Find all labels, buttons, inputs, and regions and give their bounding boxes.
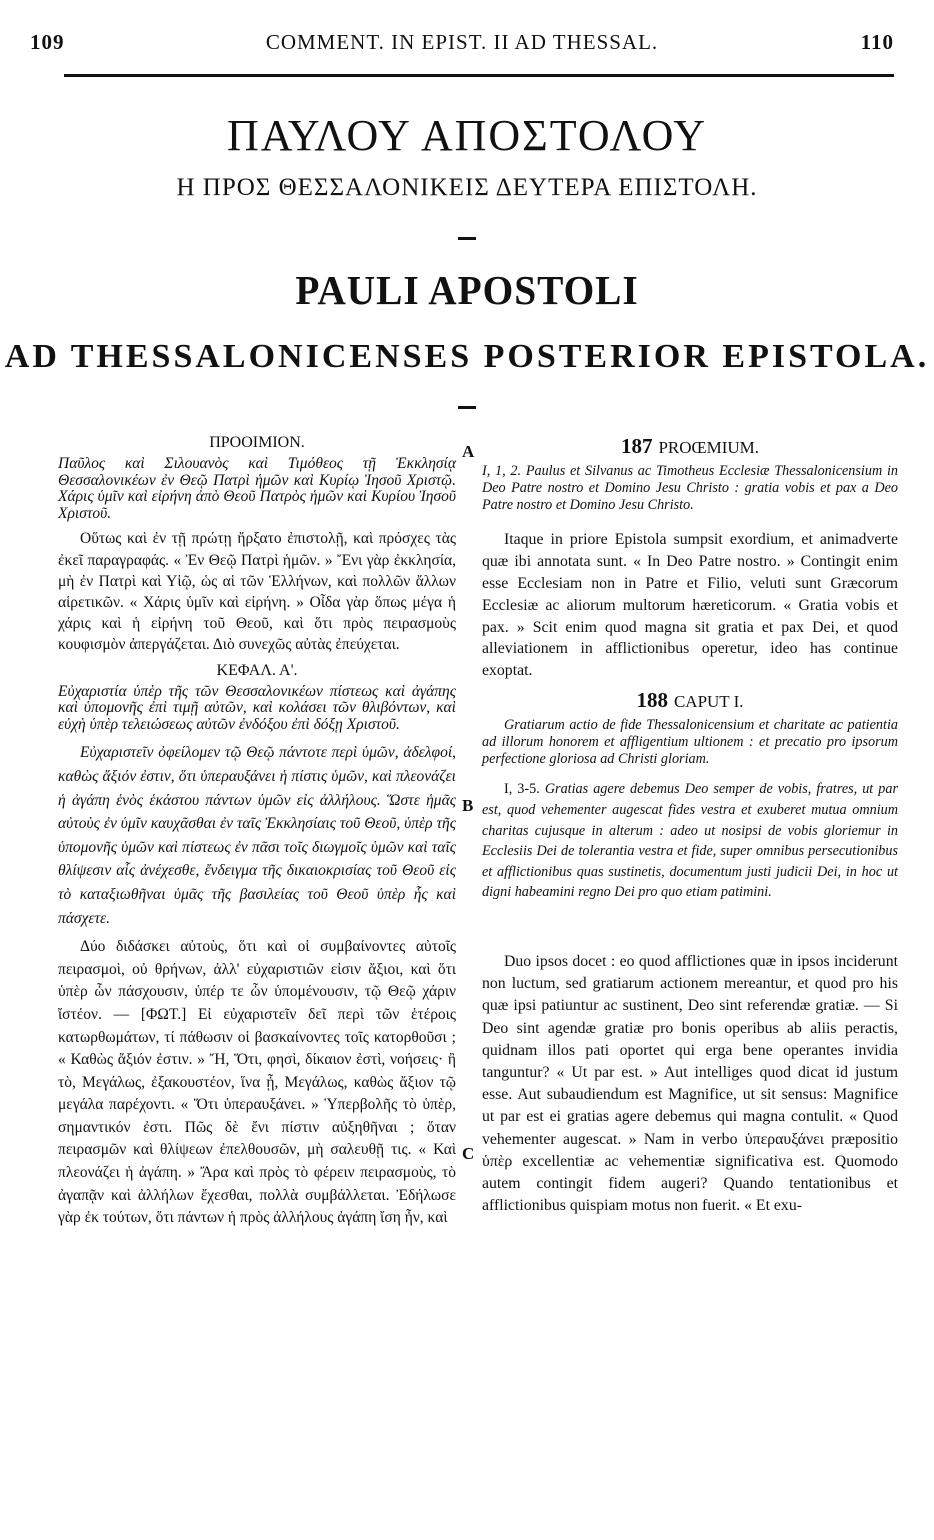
title-dash-2	[458, 406, 476, 409]
latin-column	[482, 434, 898, 1217]
latin-subtitle: AD THESSALONICENSES POSTERIOR EPISTOLA.	[4, 338, 930, 375]
page-number-right: 110	[860, 30, 894, 54]
greek-salutation: Παῦλος καὶ Σιλουανὸς καὶ Τιμόθεος τῇ Ἐκκλησίᾳ Θεσσαλονικέων ἐν Θεῷ Πατρὶ ἡμῶν καὶ Κυρίῳ Ἰησοῦ Χριστῷ. Χάρις ὑμῖν καὶ εἰρήνη ἀπὸ Θεοῦ Πατρὸς ἡμῶν καὶ Κυρίου Ἰησοῦ Χριστοῦ.	[58, 455, 456, 522]
greek-scripture-text: Εὐχαριστεῖν ὀφείλομεν τῷ Θεῷ πάντοτε περὶ ὑμῶν, ἀδελφοί, καθὼς ἄξιόν ἐστιν, ὅτι ὑπεραυξάνει ἡ πίστις ὑμῶν, καὶ πλεονάζει ἡ ἀγάπη ἑνὸς ἑκάστου πάντων ὑμῶν εἰς ἀλλήλους. Ὥστε ἡμᾶς αὐτοὺς ἐν ὑμῖν καυχᾶσθαι ἐν ταῖς Ἐκκλησίαις τοῦ Θεοῦ, ὑπὲρ τῆς ὑπομονῆς ὑμῶν καὶ πίστεως ἐν πᾶσι τοῖς διωγμοῖς ὑμῶν καὶ ταῖς θλίψεσιν αἷς ἀνέχεσθε, ἔνδειγμα τῆς δικαιοκρισίας τοῦ Θεοῦ εἰς τὸ καταξιωθῆναι ὑμᾶς τῆς βασιλείας τοῦ Θεοῦ ὑπὲρ ἧς καὶ πάσχετε.	[58, 744, 456, 927]
latin-salutation: I, 1, 2. Paulus et Silvanus ac Timotheus Ecclesiæ Thessalonicensium in Deo Patre nostro et Domino Jesu Christo : gratia vobis et pax a Deo Patre nostro et Domino Jesu Christo.	[482, 463, 898, 513]
latin-chapter-summary: Gratiarum actio de fide Thessalonicensium et charitate ac patientia ad illorum honorem et affligentium ultionem : et precatio pro ipsorum perfectione gloriosa ad Christi gloriam.	[482, 716, 898, 767]
greek-subtitle: Η ΠΡΟΣ ΘΕΣΣΑΛΟΝΙΚΕΙΣ ΔΕΥΤΕΡΑ ΕΠΙΣΤΟΛΗ.	[176, 174, 758, 201]
greek-column	[58, 434, 456, 1230]
margin-mark-a: A	[462, 442, 475, 461]
page-number-left: 109	[30, 30, 65, 54]
greek-prooemium-heading: ΠΡΟΟΙΜΙΟΝ.	[209, 434, 305, 451]
latin-title: PAULI APOSTOLI	[295, 267, 639, 313]
latin-scripture-body: Gratias agere debemus Deo semper de vobis, fratres, ut par est, quod vehementer augescat fides vestra et exuberet mutua omnium charitas cujusque in alterum : adeo ut nosipsi de vobis gloriemur in Ecclesiis Dei de tolerantia vestra et fide, super omnibus persecutionibus et afflictionibus quas sustinetis, documentum justi judicii Dei, in hoc ut digni habeamini regno Dei pro quo etiam patimini.	[482, 781, 898, 901]
greek-chapter-heading: ΚΕΦΑΛ. Α'.	[216, 661, 298, 679]
title-dash-1	[458, 237, 476, 240]
running-title: COMMENT. IN EPIST. II AD THESSAL.	[265, 30, 659, 54]
greek-title: ΠΑΥΛΟΥ ΑΠΟΣΤΟΛΟΥ	[227, 111, 707, 160]
latin-prooemium-heading	[482, 434, 898, 459]
latin-verse-ref: I, 3-5.	[504, 781, 540, 798]
greek-commentary: Δύο διδάσκει αὐτοὺς, ὅτι καὶ οἱ συμβαίνοντες αὐτοῖς πειρασμοὶ, οὐ θρήνων, ἀλλ' εὐχαριστιῶν εἰσιν ἄξιοι, καὶ ὅτι ὑπὲρ ὧν πάσχουσιν, ὑπέρ τε ὧν ὑπομένουσιν, τῷ Θεῷ χάριν ἴστέον. — [ΦΩΤ.] Εἰ εὐχαριστεῖν δεῖ περὶ τῶν ἑτέροις κατωρθωμάτων, τί πάθωσιν οἱ βασκαίνοντες τοῖς κατορθοῦσι ; « Καθὼς ἄξιόν ἐστιν. » Ἤ, Ὅτι, φησὶ, δίκαιον ἐστὶ, νοήσεις· ἢ τὸ, Μεγάλως, ἐξακουστέον, ἵνα ᾖ, Μεγάλως, καθὼς ἄξιον τῷ μεγάλα παρέχοντι. « Ὅτι ὑπεραυξάνει. » Ὑπερβολῆς τὸ ὑπὲρ, σημαντικόν ἐστι. Πῶς δὲ ἔνι πίστιν αὐξηθῆναι ; ὅταν πειρασμῶν καὶ θλίψεων ἐπελθουσῶν, μὴ σαλευθῇ τις. « Καὶ πλεονάζει ἡ ἀγάπη. » Ἄρα καὶ πρὸς τὸ φέρειν πειρασμοὺς, τὸ ἀγαπᾷν καὶ ἀλλήλων ἔχεσθαι, πολλὰ συμβάλλεται. Ἐδήλωσε γὰρ ἐκ τούτων, ὅτι πάντων ἡ πρὸς ἀλλήλους ἀγάπη ἴση ἦν, καὶ	[58, 938, 456, 1227]
running-header	[30, 30, 894, 60]
margin-mark-b: B	[462, 796, 474, 815]
greek-prooemium-commentary: Οὕτως καὶ ἐν τῇ πρώτῃ ἤρξατο ἐπιστολῇ, καὶ πρόσχες τὰς ἐκεῖ παραγραφάς. « Ἐν Θεῷ Πατρὶ ἡμῶν. » Ἔνι γὰρ ἐκκλησία, μὴ ἐν Πατρὶ καὶ Υἱῷ, ὡς αἱ τῶν Ἑλλήνων, καὶ πολλῶν ἄλλων αἱρετικῶν. « Χάρις ὑμῖν καὶ εἰρήνη. » Οἶδα γὰρ ὅπως μέγα ἡ χάρις καὶ ἡ εἰρήνη τοῦ Θεοῦ, καὶ ὅτι πρὸς πειρασμοὺς κουφισμὸν ἀπεργάζεται. Διὸ συνεχῶς αὐτὰς ἐπεύχεται.	[58, 530, 456, 654]
column-number-187: 187	[620, 434, 653, 458]
column-number-188: 188	[636, 687, 668, 712]
latin-prooemium-commentary: Itaque in priore Epistola sumpsit exordium, et animadverte quæ ibi annotata sunt. « In Deo Patre nostro. » Contingit enim esse Ecclesiam non in Patre et Filio, veluti sunt Græcorum Ecclesiæ ac aliorum multorum hæreticorum. « Gratia vobis et pax. » Scit enim quod magna sit gratia et pax Dei, et quod alleviationem in afflictionibus operetur, ideo has continue exoptat.	[482, 531, 898, 680]
margin-mark-c: C	[462, 1144, 475, 1163]
latin-chapter-heading	[482, 688, 898, 713]
latin-scripture-text	[482, 779, 898, 903]
latin-prooemium-label: PROŒMIUM.	[658, 438, 760, 457]
latin-chapter-label: CAPUT I.	[673, 691, 744, 711]
header-rule	[64, 74, 894, 77]
latin-commentary: Duo ipsos docet : eo quod afflictiones quæ in ipsos inciderunt non luctum, sed gratiarum actionem mereantur, et quod pro his quæ ipsi patiuntur ac sustinent, Deo sint referendæ gratiæ. — Si Deo sint agendæ gratiæ pro bonis operibus ab aliis peractis, quidnam illos pati oportet qui erga bene operantes invidia tanguntur? « Ut par est. » Aut intelliges quod dicat id justum esse. Aut subaudiendum est Magnifice, ut sit sensus: Magnifice ut par est ei gratias agere debemus qui magna contulit. « Quod vehementer augescat. » Nam in verbo ὑπεραυξάνει præpositio ὑπὲρ excellentiæ ac vehementiæ significativa est. Quomodo autem contingit fidem augeri? Quando tentationibus et afflictionibus quispiam motus non fuerit. « Et exu-	[482, 952, 898, 1215]
greek-chapter-summary: Εὐχαριστία ὑπὲρ τῆς τῶν Θεσσαλονικέων πίστεως καὶ ἀγάπης καὶ ὑπομονῆς ἐπὶ τιμῇ αὐτῶν, καὶ κολάσει τῶν θλιβόντων, καὶ εὐχὴ ὑπὲρ τελειώσεως αὐτῶν ἐνδόξου ἐπὶ δόξῃ Χριστοῦ.	[58, 682, 456, 733]
